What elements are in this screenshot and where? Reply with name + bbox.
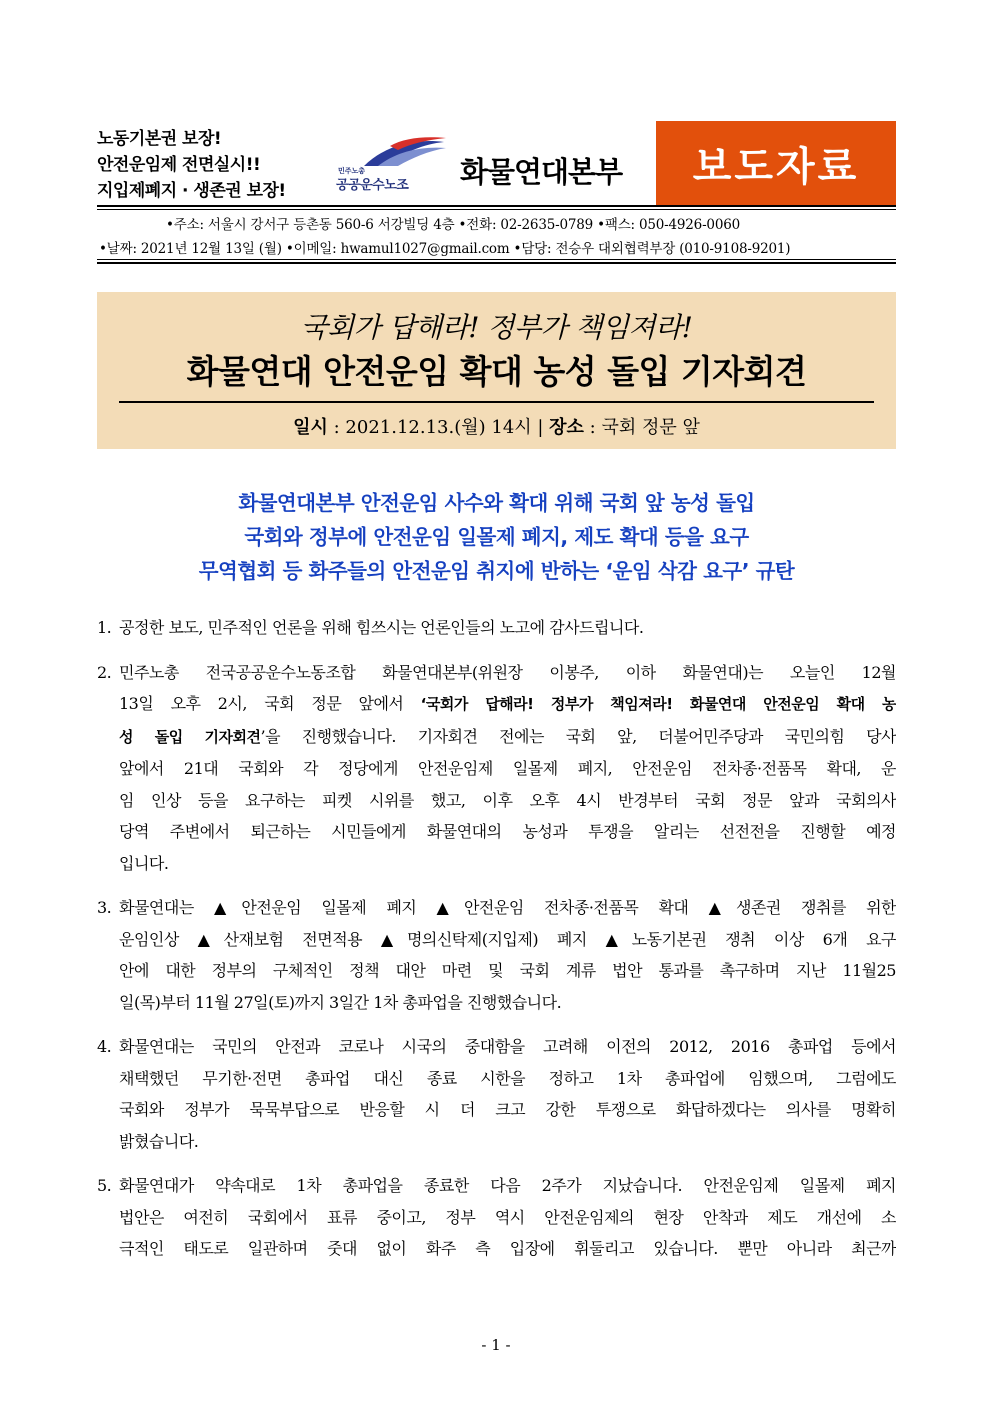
logo-big-text: 공공운수노조 bbox=[336, 178, 409, 193]
paragraph-number: 2. bbox=[97, 662, 112, 682]
contact-line-2: •날짜: 2021년 12월 13일 (월) •이메일: hwamul1027@gmail.com •담당: 전승우 대외협력부장 (010-9108-9201) bbox=[99, 241, 791, 257]
subtitle: 국회가 답해라! 정부가 책임져라! bbox=[300, 311, 693, 344]
text-line: 운임인상 ▲산재보험 전면적용 ▲명의신탁제(지입제) 폐지 ▲노동기본권 쟁취 이상 6개 요구 bbox=[119, 929, 896, 949]
press-release-label: 보도자료 bbox=[692, 143, 860, 190]
text-line: 밝혔습니다. bbox=[119, 1131, 199, 1151]
text-line: 극적인 태도로 일관하며 줏대 없이 화주 측 입장에 휘둘리고 있습니다. 뿐만 아니라 최근까 bbox=[119, 1239, 896, 1258]
headline: 화물연대본부 안전운임 사수와 확대 위해 국회 앞 농성 돌입 bbox=[238, 491, 755, 515]
page-title: 화물연대 안전운임 확대 농성 돌입 기자회견 bbox=[186, 352, 807, 391]
headline: 무역협회 등 화주들의 안전운임 취지에 반하는 ‘운임 삭감 요구’ 규탄 bbox=[198, 559, 795, 583]
slogan-line: 안전운임제 전면실시!! bbox=[97, 155, 261, 175]
text-line: 화물연대는 국민의 안전과 코로나 시국의 중대함을 고려해 이전의 2012, 2016 총파업 등에서 bbox=[119, 1037, 896, 1056]
paragraph-number: 1. bbox=[97, 618, 112, 637]
slogan-block bbox=[97, 126, 286, 204]
text-line: 안에 대한 정부의 구체적인 정책 대안 마련 및 국회 계류 법안 통과를 촉구하며 지난 11월25 bbox=[119, 961, 896, 980]
event-title-bold: ‘국회가 답해라! 정부가 책임져라! 화물연대 안전운임 확대 농 bbox=[420, 695, 896, 713]
paragraph-5 bbox=[97, 1170, 896, 1265]
text-line: 앞에서 21대 국회와 각 정당에게 안전운임제 일몰제 폐지, 안전운임 전차종·전품목 확대, 운 bbox=[119, 759, 896, 778]
date-label: 일시 bbox=[293, 417, 328, 438]
header-rule bbox=[97, 205, 896, 207]
text-line: 민주노총 전국공공운수노동조합 화물연대본부(위원장 이봉주, 이하 화물연대)는 오늘인 12월 bbox=[119, 662, 896, 682]
headlines bbox=[97, 486, 896, 588]
paragraph-number: 5. bbox=[97, 1176, 112, 1195]
contact-rule bbox=[97, 262, 896, 264]
union-logo bbox=[334, 136, 454, 192]
body-text bbox=[97, 612, 896, 1278]
date-value: : 2021.12.13.(월) 14시 | bbox=[327, 417, 550, 438]
date-place-line bbox=[97, 413, 896, 439]
paragraph-number: 3. bbox=[97, 898, 112, 917]
text-line: 화물연대는 ▲안전운임 일몰제 폐지 ▲안전운임 전차종·전품목 확대 ▲생존권 쟁취를 위한 bbox=[119, 898, 896, 917]
place-value: : 국회 정문 앞 bbox=[583, 417, 700, 438]
slogan-line: 노동기본권 보장! bbox=[97, 129, 222, 149]
text-line: 당역 주변에서 퇴근하는 시민들에게 화물연대의 농성과 투쟁을 알리는 선전전을 진행할 예정 bbox=[119, 822, 896, 841]
logo-small-text: 민주노총 bbox=[338, 167, 366, 175]
slogan-line: 지입제폐지 · 생존권 보장! bbox=[97, 181, 286, 201]
org-name: 화물연대본부 bbox=[460, 155, 623, 189]
text-line: 국회와 정부가 묵묵부답으로 반응할 시 더 크고 강한 투쟁으로 화답하겠다는 의사를 명확히 bbox=[119, 1100, 896, 1119]
press-release-badge bbox=[656, 121, 896, 205]
text-line: 화물연대가 약속대로 1차 총파업을 종료한 다음 2주가 지났습니다. 안전운임제 일몰제 폐지 bbox=[119, 1176, 896, 1195]
contact-line-1: •주소: 서울시 강서구 등촌동 560-6 서강빌딩 4층 •전화: 02-2635-0789 •팩스: 050-4926-0060 bbox=[166, 217, 740, 233]
header-rule-thin bbox=[97, 209, 896, 210]
text-line: 공정한 보도, 민주적인 언론을 위해 힘쓰시는 언론인들의 노고에 감사드립니다. bbox=[119, 618, 644, 637]
text-line: 법안은 여전히 국회에서 표류 중이고, 정부 역시 안전운임제의 현장 안착과 제도 개선에 소 bbox=[119, 1207, 896, 1227]
text-line: 채택했던 무기한·전면 총파업 대신 종료 시한을 정하고 1차 총파업에 임했으며, 그럼에도 bbox=[119, 1068, 896, 1088]
contact-rule-thin bbox=[97, 259, 896, 260]
place-label: 장소 bbox=[549, 417, 584, 438]
title-divider bbox=[119, 401, 874, 403]
text-span: ’을 진행했습니다. 기자회견 전에는 국회 앞, 더불어민주당과 국민의힘 당사 bbox=[260, 726, 896, 746]
text-line: 일(목)부터 11월 27일(토)까지 3일간 1차 총파업을 진행했습니다. bbox=[119, 992, 562, 1012]
paragraph-number: 4. bbox=[97, 1037, 112, 1056]
headline: 국회와 정부에 안전운임 일몰제 폐지, 제도 확대 등을 요구 bbox=[244, 525, 749, 549]
page-number: - 1 - bbox=[481, 1336, 511, 1354]
event-title-bold: 성 돌입 기자회견 bbox=[119, 727, 261, 746]
title-box bbox=[97, 292, 896, 449]
text-line bbox=[119, 721, 896, 754]
paragraph-3 bbox=[97, 892, 896, 1018]
paragraph-2 bbox=[97, 657, 896, 880]
paragraph-1 bbox=[97, 612, 896, 644]
text-line: 임 인상 등을 요구하는 피켓 시위를 했고, 이후 오후 4시 반경부터 국회 정문 앞과 국회의사 bbox=[119, 790, 896, 810]
text-line bbox=[119, 688, 896, 721]
text-line: 입니다. bbox=[119, 853, 169, 873]
text-span: 13일 오후 2시, 국회 정문 앞에서 bbox=[119, 694, 421, 713]
paragraph-4 bbox=[97, 1031, 896, 1157]
